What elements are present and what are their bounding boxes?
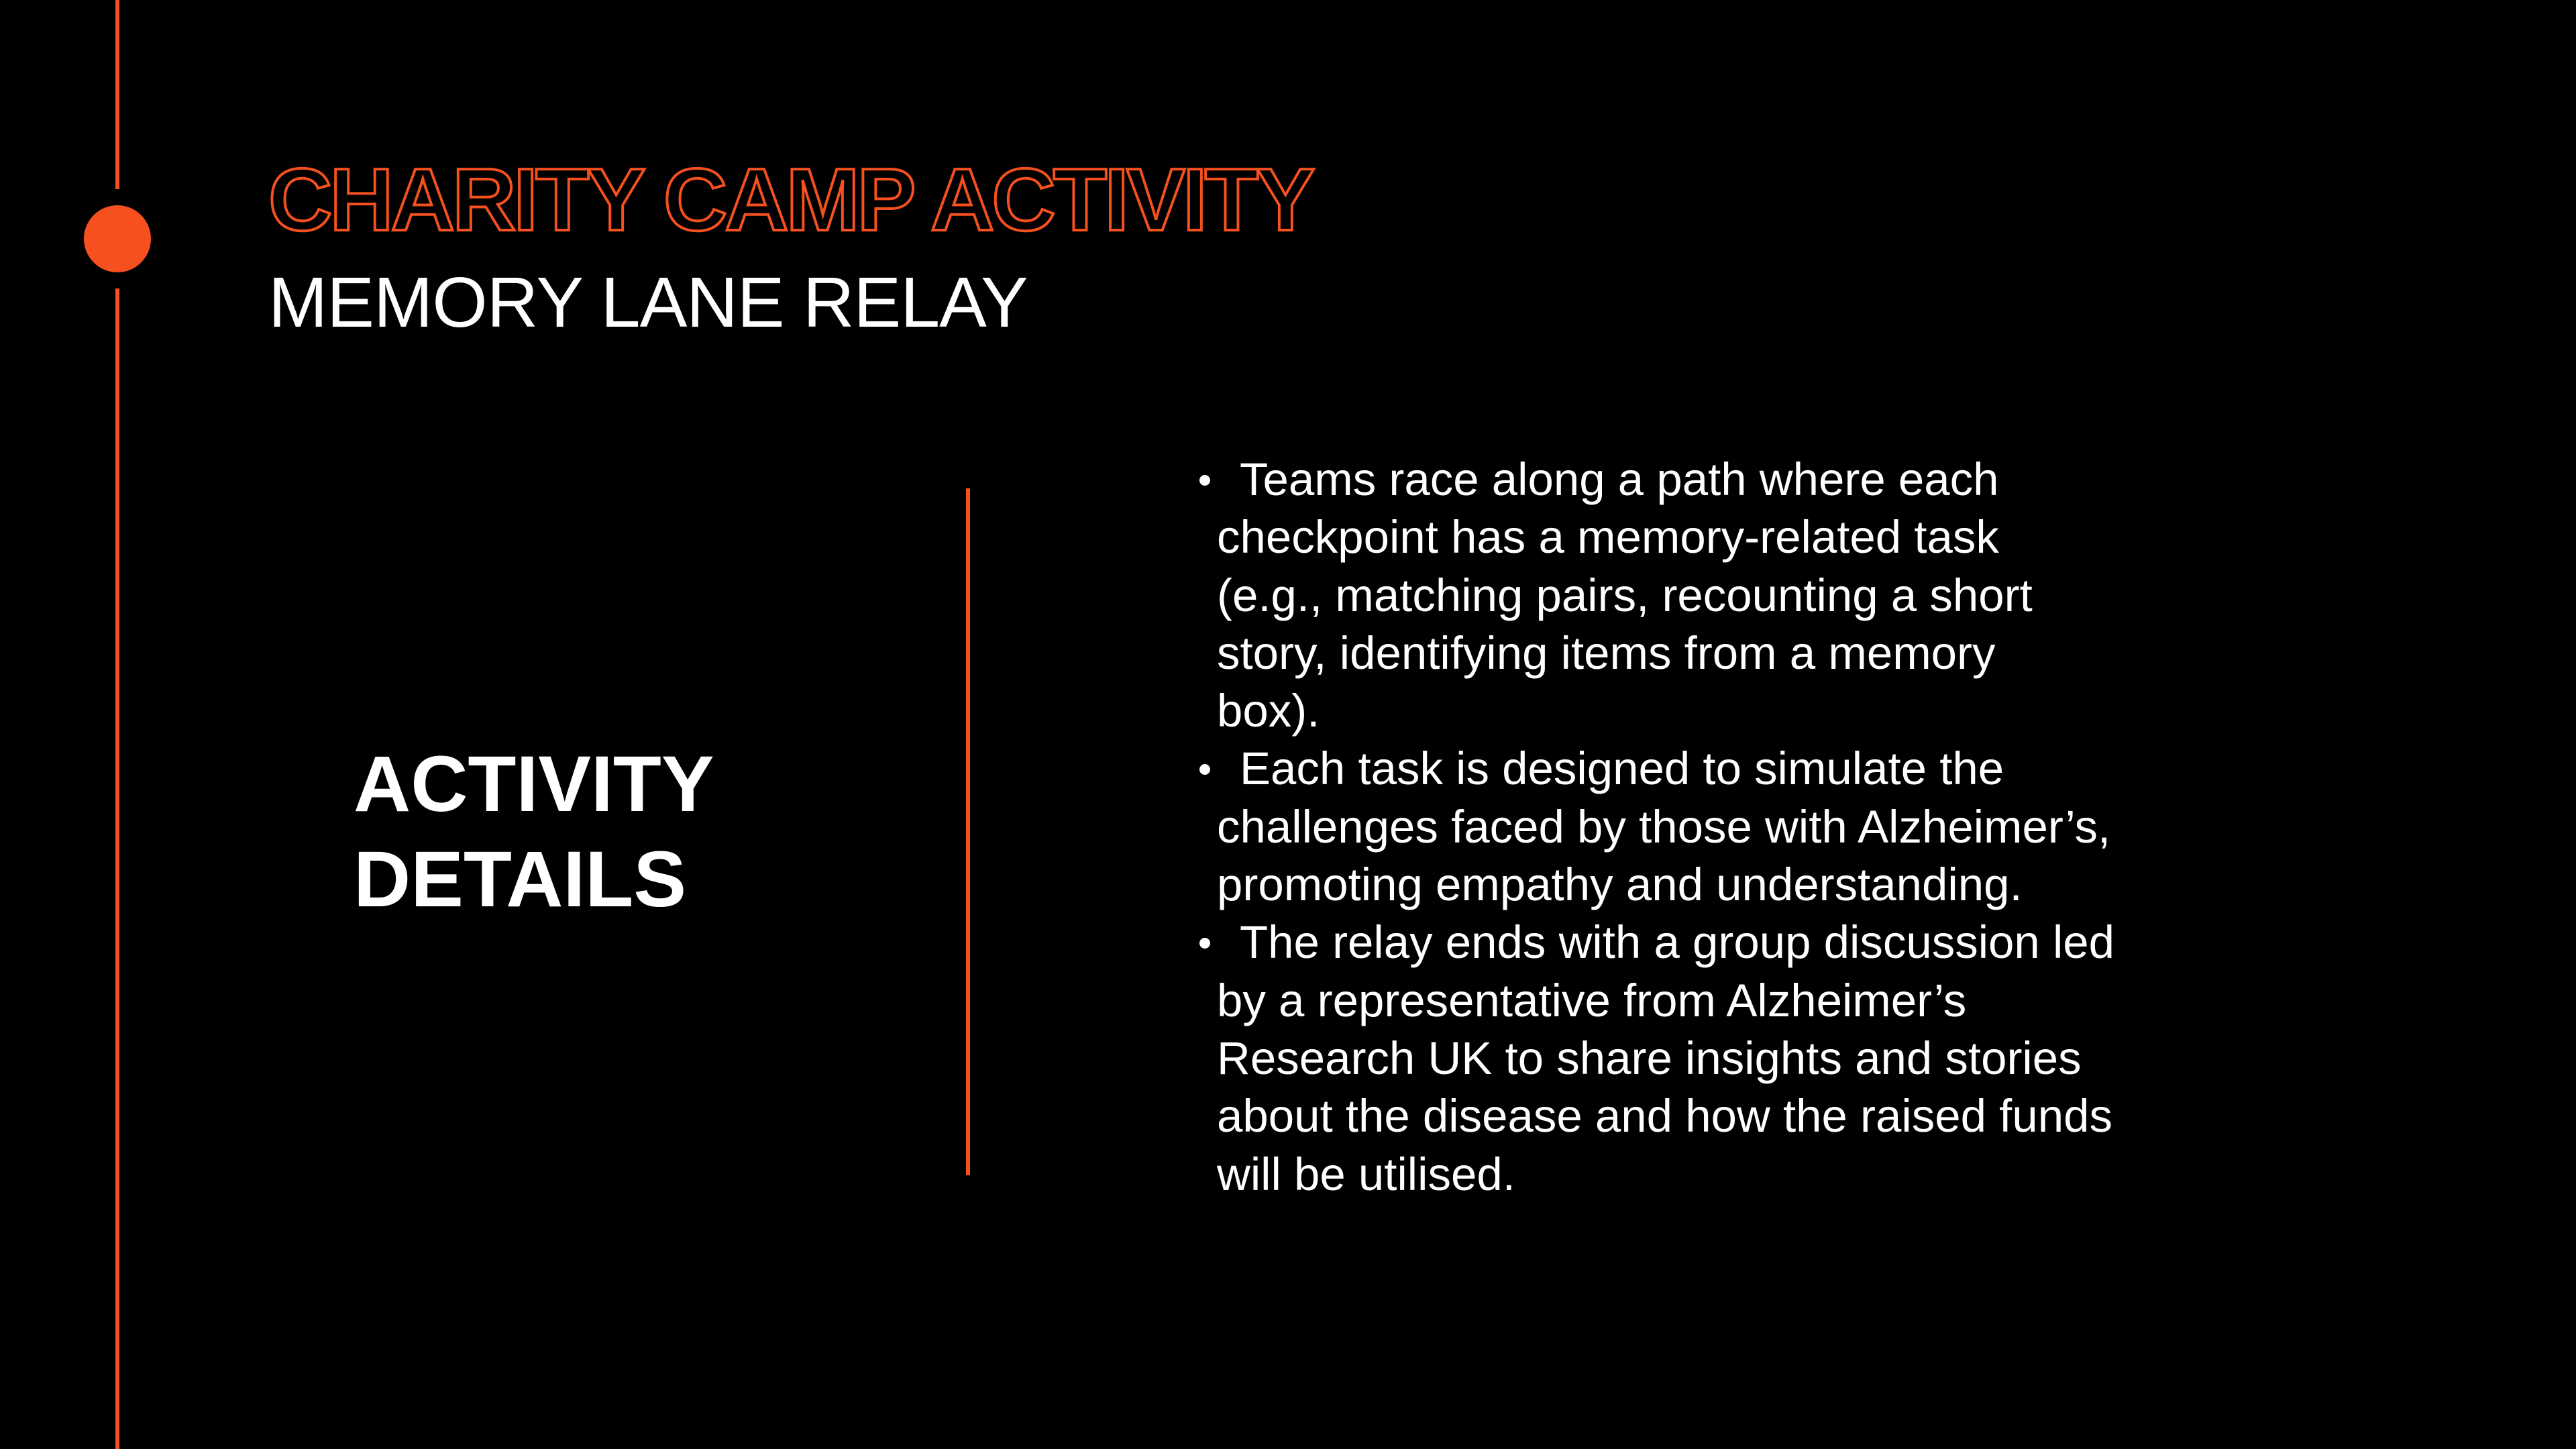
list-item [1194, 740, 2294, 914]
list-item-line: Teams race along a path where each [1240, 453, 1999, 505]
bullet-dot-icon [1199, 475, 1210, 486]
list-item-line: checkpoint has a memory-related task [1217, 511, 1999, 564]
list-item-line: (e.g., matching pairs, recounting a short [1217, 569, 2033, 621]
list-item [1194, 451, 2294, 740]
list-item-line: Each task is designed to simulate the [1240, 743, 2004, 795]
list-item-line: will be utilised. [1217, 1148, 1515, 1200]
list-item-line: box). [1217, 685, 1320, 737]
list-item-line: by a representative from Alzheimer’s [1217, 974, 1967, 1026]
section-heading [354, 737, 714, 927]
list-item-line: Research UK to share insights and stories [1217, 1032, 2082, 1084]
details-list [1194, 451, 2294, 1203]
list-item-line: promoting empathy and understanding. [1217, 859, 2023, 911]
section-heading-line-2: DETAILS [354, 835, 687, 924]
list-item-line: about the disease and how the raised funds [1217, 1090, 2112, 1142]
timeline-dot-icon [84, 205, 151, 272]
bullet-dot-icon [1199, 764, 1210, 775]
list-item [1194, 914, 2294, 1203]
bullet-dot-icon [1199, 938, 1210, 949]
list-item-line: challenges faced by those with Alzheimer’s, [1217, 800, 2111, 853]
slide-title: CHARITY CAMP ACTIVITY [268, 150, 1313, 249]
vertical-divider [966, 488, 970, 1175]
list-item-line: story, identifying items from a memory [1217, 627, 1996, 679]
section-heading-line-1: ACTIVITY [354, 740, 714, 828]
slide-subtitle: MEMORY LANE RELAY [268, 263, 1028, 342]
list-item-line: The relay ends with a group discussion led [1240, 916, 2115, 969]
